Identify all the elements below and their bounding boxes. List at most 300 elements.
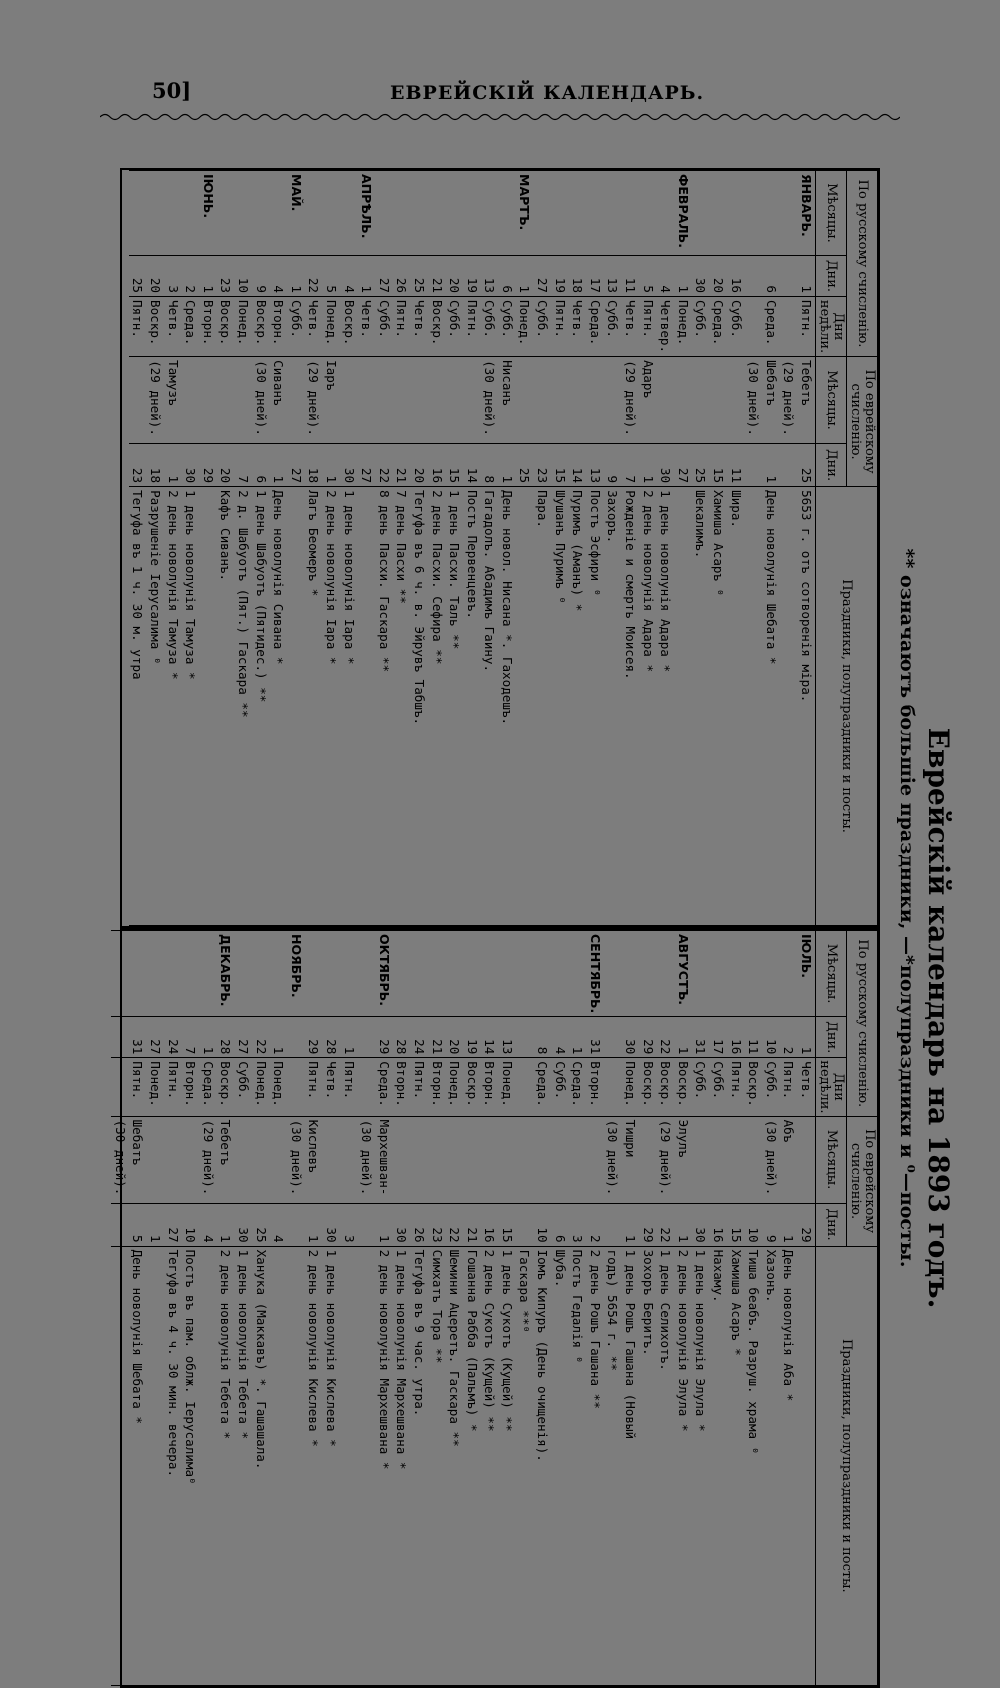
holiday-cell xyxy=(780,487,798,926)
month-cell xyxy=(146,171,164,256)
holiday-cell: Рожденіе и смерть Моисея. xyxy=(621,487,639,926)
month-cell: ФЕВРАЛЬ. xyxy=(674,171,692,256)
jewish-days-header: Дни. xyxy=(816,444,847,487)
table-row xyxy=(551,171,569,926)
jewish-day-cell: 14 xyxy=(463,444,481,487)
jewish-month-cell xyxy=(692,357,710,444)
month-cell xyxy=(410,171,428,256)
jewish-month-cell: Тебетъ xyxy=(217,1116,235,1203)
weekday-cell: Вторн. xyxy=(428,1058,446,1116)
weekday-cell: Среда. xyxy=(762,297,780,357)
jewish-month-cell xyxy=(534,1116,552,1203)
weekday-cell xyxy=(604,1058,622,1116)
weekday-cell: Субб. xyxy=(709,1058,727,1116)
table-row xyxy=(182,171,200,926)
month-cell: ДЕКАБРЬ. xyxy=(217,931,235,1017)
weekday-cell: Субб. xyxy=(692,1058,710,1116)
jewish-day-cell: 1 xyxy=(639,444,657,487)
weekday-cell: Четв. xyxy=(322,1058,340,1116)
weekday-cell: Вторн. xyxy=(199,297,217,357)
jewish-header: По еврейскому счисленію. xyxy=(847,357,878,487)
day-cell: 11 xyxy=(745,1017,763,1058)
holiday-cell: 1 день Рошъ Гашана (Новый xyxy=(621,1246,639,1685)
weekday-cell: Пятн. xyxy=(393,297,411,357)
month-cell xyxy=(604,171,622,256)
jewish-month-cell: (29 дней). xyxy=(657,1116,675,1203)
table-row xyxy=(762,931,780,1686)
jewish-month-cell xyxy=(463,357,481,444)
day-cell: 21 xyxy=(428,1017,446,1058)
jewish-day-cell: 16 xyxy=(428,444,446,487)
jewish-month-cell xyxy=(551,1116,569,1203)
weekday-cell: Вторн. xyxy=(270,297,288,357)
jewish-month-cell xyxy=(182,357,200,444)
table-row xyxy=(463,931,481,1686)
holiday-cell: Симхатъ Тора ** xyxy=(428,1246,446,1685)
day-cell: 13 xyxy=(498,1017,516,1058)
day-cell: 22 xyxy=(305,256,323,297)
weekday-cell xyxy=(780,297,798,357)
weekday-cell xyxy=(516,1058,534,1116)
month-cell xyxy=(234,171,252,256)
jewish-month-cell: Сиванъ xyxy=(270,357,288,444)
holiday-cell: Лагъ Беомеръ * xyxy=(305,487,323,926)
weekday-cell: Воскр. xyxy=(428,297,446,357)
month-cell xyxy=(639,171,657,256)
jewish-month-cell: Тамузъ xyxy=(164,357,182,444)
day-cell: 5 xyxy=(639,256,657,297)
weekday-cell: Четв. xyxy=(410,297,428,357)
jewish-day-cell: 2 xyxy=(586,1203,604,1246)
holiday-cell: 2 день новолунія Тамуза * xyxy=(164,487,182,926)
month-cell: МАРТЪ. xyxy=(516,171,534,256)
jewish-day-cell: 20 xyxy=(410,444,428,487)
holiday-cell: 1 день новолунія Элула * xyxy=(692,1246,710,1685)
jewish-day-cell: 1 xyxy=(621,1203,639,1246)
month-cell: ІЮНЬ. xyxy=(199,171,217,256)
day-cell: 10 xyxy=(234,256,252,297)
table-row xyxy=(797,931,815,1686)
table-row xyxy=(586,171,604,926)
table-row xyxy=(727,931,745,1686)
day-cell: 1 xyxy=(199,1017,217,1058)
jewish-month-cell xyxy=(270,1116,288,1203)
jewish-day-cell: 3 xyxy=(340,1203,358,1246)
jewish-day-cell: 11 xyxy=(727,444,745,487)
jewish-month-cell xyxy=(428,1116,446,1203)
month-cell xyxy=(164,931,182,1017)
jewish-day-cell: 1 xyxy=(322,444,340,487)
jewish-month-cell: Мархешван- xyxy=(375,1116,393,1203)
day-cell: 28 xyxy=(393,1017,411,1058)
jewish-day-cell: 4 xyxy=(199,1203,217,1246)
table-row xyxy=(692,931,710,1686)
jewish-day-cell: 10 xyxy=(534,1203,552,1246)
table-row xyxy=(797,171,815,926)
table-row xyxy=(375,171,393,926)
jewish-day-cell: 30 xyxy=(692,1203,710,1246)
holiday-cell: 1 день новолунія Кислева * xyxy=(322,1246,340,1685)
holiday-cell xyxy=(111,1246,129,1685)
day-cell: 27 xyxy=(375,256,393,297)
table-row xyxy=(780,171,798,926)
jewish-month-cell: (29 дней). xyxy=(621,357,639,444)
table-row xyxy=(375,931,393,1686)
table-row xyxy=(586,931,604,1686)
weekday-cell: Четв. xyxy=(797,1058,815,1116)
month-cell xyxy=(428,171,446,256)
holiday-cell: Гошанна Рабба (Пальмъ) * xyxy=(463,1246,481,1685)
weekday-cell: Субб. xyxy=(498,297,516,357)
jewish-days-header: Дни. xyxy=(816,1203,847,1246)
holiday-cell: годъ) 5654 г. ** xyxy=(604,1246,622,1685)
holiday-cell: Тегуфа въ 9 час. утра. xyxy=(410,1246,428,1685)
day-cell: 20 xyxy=(709,256,727,297)
weekday-cell: Понед. xyxy=(322,297,340,357)
jewish-day-cell: 3 xyxy=(569,1203,587,1246)
weekday-cell: Воскр. xyxy=(639,1058,657,1116)
weekday-cell: Субб. xyxy=(375,297,393,357)
day-cell: 1 xyxy=(287,256,305,297)
weekday-cell: Четв. xyxy=(164,297,182,357)
holiday-cell: 2 день новолунія Элула * xyxy=(674,1246,692,1685)
jewish-month-cell: Абъ xyxy=(780,1116,798,1203)
table-row xyxy=(446,171,464,926)
month-cell xyxy=(709,931,727,1017)
day-cell: 17 xyxy=(586,256,604,297)
jewish-month-cell: (29 дней). xyxy=(199,1116,217,1203)
weekday-cell: Понед. xyxy=(674,297,692,357)
holiday-cell: 1 день новолунія Тамуза * xyxy=(182,487,200,926)
weekday-cell: Пятн. xyxy=(129,1058,147,1116)
month-cell: ІЮЛЬ. xyxy=(797,931,815,1017)
holiday-cell xyxy=(287,1246,305,1685)
weekday-cell: Вторн. xyxy=(586,1058,604,1116)
day-cell: 1 xyxy=(516,256,534,297)
day-cell: 9 xyxy=(252,256,270,297)
weekday-cell: Среда. xyxy=(709,297,727,357)
day-cell: 18 xyxy=(569,256,587,297)
month-cell xyxy=(410,931,428,1017)
table-row xyxy=(481,931,499,1686)
jewish-header: По еврейскому счисленію. xyxy=(847,1116,878,1246)
table-row xyxy=(657,931,675,1686)
table-row xyxy=(129,931,147,1686)
table-row xyxy=(358,171,376,926)
weekday-cell: Среда. xyxy=(586,297,604,357)
table-row xyxy=(340,171,358,926)
day-cell: 30 xyxy=(621,1017,639,1058)
table-row xyxy=(234,171,252,926)
holiday-cell: Нахаму. xyxy=(709,1246,727,1685)
weekday-cell: Понед. xyxy=(270,1058,288,1116)
jewish-day-cell: 1 xyxy=(375,1203,393,1246)
holiday-cell: 2 день новолунія Іара * xyxy=(322,487,340,926)
jewish-month-cell xyxy=(182,1116,200,1203)
day-cell: 26 xyxy=(393,256,411,297)
table-row xyxy=(146,171,164,926)
table-row xyxy=(621,931,639,1686)
month-cell xyxy=(498,171,516,256)
jewish-day-cell: 1 xyxy=(270,444,288,487)
holiday-cell: Гагадолъ. Абадимъ Гаину. xyxy=(481,487,499,926)
jewish-day-cell: 30 xyxy=(182,444,200,487)
month-cell xyxy=(146,931,164,1017)
day-cell: 13 xyxy=(481,256,499,297)
jewish-month-cell xyxy=(322,1116,340,1203)
weekday-cell: Среда. xyxy=(182,297,200,357)
jewish-month-cell xyxy=(674,357,692,444)
month-cell xyxy=(252,931,270,1017)
day-cell xyxy=(516,1017,534,1058)
holiday-cell: 2 день новолунія Кислева * xyxy=(305,1246,323,1685)
month-cell xyxy=(322,931,340,1017)
month-cell xyxy=(375,171,393,256)
table-row xyxy=(727,171,745,926)
jewish-month-cell: (30 дней). xyxy=(604,1116,622,1203)
holiday-cell: 2 день Сукотъ (Кущей) ** xyxy=(481,1246,499,1685)
weekday-cell: Понед. xyxy=(252,1058,270,1116)
weekday-cell xyxy=(111,1058,129,1116)
table-row xyxy=(287,931,305,1686)
jewish-day-cell xyxy=(604,1203,622,1246)
month-cell xyxy=(270,171,288,256)
day-cell: 2 xyxy=(182,256,200,297)
holiday-cell: 5653 г. отъ сотворенія міра. xyxy=(797,487,815,926)
holiday-cell: Тегуфа въ 6 ч. в. Эйрувъ Табшъ. xyxy=(410,487,428,926)
weekday-cell: Воскр. xyxy=(463,1058,481,1116)
day-cell: 31 xyxy=(586,1017,604,1058)
weekday-cell: Четв. xyxy=(621,297,639,357)
jewish-month-cell xyxy=(287,357,305,444)
jewish-day-cell: 29 xyxy=(639,1203,657,1246)
jewish-month-cell xyxy=(516,1116,534,1203)
jewish-month-cell: (30 дней). xyxy=(745,357,763,444)
holiday-cell xyxy=(674,487,692,926)
jewish-month-cell: Іаръ xyxy=(322,357,340,444)
jewish-day-cell: 30 xyxy=(340,444,358,487)
jewish-month-cell xyxy=(534,357,552,444)
jewish-day-cell xyxy=(516,1203,534,1246)
table-row xyxy=(340,931,358,1686)
jewish-day-cell xyxy=(287,1203,305,1246)
month-cell xyxy=(111,931,129,1017)
day-cell: 28 xyxy=(217,1017,235,1058)
table-row xyxy=(745,931,763,1686)
month-cell xyxy=(551,171,569,256)
day-cell: 13 xyxy=(604,256,622,297)
calendar-table-jan-jun xyxy=(129,170,878,926)
month-cell xyxy=(393,931,411,1017)
table-row xyxy=(305,931,323,1686)
day-cell: 4 xyxy=(340,256,358,297)
jewish-month-cell xyxy=(463,1116,481,1203)
wavy-rule xyxy=(100,112,900,122)
month-cell xyxy=(340,171,358,256)
day-cell: 1 xyxy=(270,1017,288,1058)
table-row xyxy=(270,171,288,926)
jewish-day-cell xyxy=(358,1203,376,1246)
table-row xyxy=(129,171,147,926)
jewish-day-cell: 27 xyxy=(358,444,376,487)
month-cell xyxy=(446,931,464,1017)
weekday-cell: Пятн. xyxy=(129,297,147,357)
weekday-cell: Субб. xyxy=(692,297,710,357)
weekday-cell: Субб. xyxy=(604,297,622,357)
month-cell xyxy=(657,931,675,1017)
jewish-month-cell: (29 дней). xyxy=(146,357,164,444)
holiday-cell xyxy=(340,1246,358,1685)
day-cell: 10 xyxy=(762,1017,780,1058)
jewish-day-cell: 22 xyxy=(375,444,393,487)
jewish-day-cell: 1 xyxy=(146,1203,164,1246)
holiday-cell: Іомъ Кипуръ (День очищенія). xyxy=(534,1246,552,1685)
holiday-cell: Разрушеніе Іерусалима ⁰ xyxy=(146,487,164,926)
table-row xyxy=(322,171,340,926)
month-cell xyxy=(164,171,182,256)
day-cell: 29 xyxy=(375,1017,393,1058)
month-cell: АВГУСТЪ. xyxy=(674,931,692,1017)
month-cell: АПРѢЛЬ. xyxy=(358,171,376,256)
table-row xyxy=(604,171,622,926)
weekday-cell: Пятн. xyxy=(727,1058,745,1116)
month-cell xyxy=(762,931,780,1017)
weekday-cell: Субб. xyxy=(234,1058,252,1116)
weekday-cell: Пятн. xyxy=(639,297,657,357)
day-cell: 29 xyxy=(305,1017,323,1058)
jewish-day-cell: 18 xyxy=(146,444,164,487)
jewish-day-cell: 25 xyxy=(252,1203,270,1246)
month-cell xyxy=(745,931,763,1017)
page-header xyxy=(100,76,875,110)
months-header: Мѣсяцы. xyxy=(816,931,847,1017)
jewish-day-cell: 1 xyxy=(305,1203,323,1246)
day-cell: 19 xyxy=(463,256,481,297)
month-cell xyxy=(199,931,217,1017)
month-cell xyxy=(709,171,727,256)
calendar-legend: ** означаютъ большіе праздники, —*полупраздники и ⁰—посты. xyxy=(896,548,918,1268)
month-cell xyxy=(657,171,675,256)
weekday-cell: Вторн. xyxy=(481,1058,499,1116)
holiday-cell: Постъ Гедалія ⁰ xyxy=(569,1246,587,1685)
day-cell: 1 xyxy=(358,256,376,297)
holiday-cell: 2 день Пасхи. Сефира ** xyxy=(428,487,446,926)
holiday-cell: День новолунія Шебата * xyxy=(129,1246,147,1685)
day-cell: 22 xyxy=(252,1017,270,1058)
day-cell: 25 xyxy=(129,256,147,297)
weekday-cell: Четв. xyxy=(305,297,323,357)
jewish-day-cell: 1 xyxy=(780,1203,798,1246)
jewish-month-cell: (29 дней). xyxy=(780,357,798,444)
jewish-month-cell xyxy=(709,1116,727,1203)
month-cell xyxy=(393,171,411,256)
jewish-day-cell: 15 xyxy=(709,444,727,487)
jewish-month-cell xyxy=(586,1116,604,1203)
jewish-day-cell: 7 xyxy=(234,444,252,487)
day-cell xyxy=(111,1017,129,1058)
jewish-day-cell: 27 xyxy=(287,444,305,487)
jewish-day-cell: 26 xyxy=(410,1203,428,1246)
table-row xyxy=(410,931,428,1686)
holiday-cell: 1 день новолунія Іара * xyxy=(340,487,358,926)
holidays-header: Праздники, полупраздники и посты. xyxy=(816,1246,878,1685)
jewish-day-cell: 1 xyxy=(762,444,780,487)
holiday-cell: Пуримъ (Аманъ) * xyxy=(569,487,587,926)
jewish-month-cell xyxy=(393,357,411,444)
month-cell xyxy=(780,171,798,256)
jewish-month-cell xyxy=(727,357,745,444)
days-header: Дни. xyxy=(816,256,847,297)
jewish-month-cell xyxy=(586,357,604,444)
month-cell xyxy=(639,931,657,1017)
weekday-cell: Субб. xyxy=(762,1058,780,1116)
jewish-day-cell xyxy=(111,1203,129,1246)
table-row xyxy=(551,931,569,1686)
day-cell: 20 xyxy=(146,256,164,297)
weekday-cell xyxy=(745,297,763,357)
day-cell: 20 xyxy=(446,1017,464,1058)
jewish-month-cell xyxy=(393,1116,411,1203)
day-cell: 20 xyxy=(446,256,464,297)
weekday-cell: Воскр. xyxy=(657,1058,675,1116)
weekday-cell: Субб. xyxy=(534,297,552,357)
day-cell: 14 xyxy=(481,1017,499,1058)
holiday-cell xyxy=(199,487,217,926)
jewish-month-cell: Элулъ xyxy=(674,1116,692,1203)
day-cell: 6 xyxy=(762,256,780,297)
jewish-month-cell xyxy=(428,357,446,444)
jewish-month-cell: Тебетъ xyxy=(797,357,815,444)
jewish-day-cell: 14 xyxy=(569,444,587,487)
weekday-cell: Вторн. xyxy=(393,1058,411,1116)
month-cell xyxy=(727,931,745,1017)
jewish-month-cell xyxy=(516,357,534,444)
month-cell xyxy=(252,171,270,256)
running-title: ЕВРЕЙСКІЙ КАЛЕНДАРЬ. xyxy=(390,82,705,104)
jewish-month-cell xyxy=(234,357,252,444)
holiday-cell: Постъ въ пам. облж. Іерусалима⁰ xyxy=(182,1246,200,1685)
table-row xyxy=(287,171,305,926)
month-cell xyxy=(534,931,552,1017)
russian-header: По русскому счисленію. xyxy=(847,171,878,357)
holiday-cell: 1 день новолунія Тебета * xyxy=(234,1246,252,1685)
holiday-cell: 1 день Селихотъ. xyxy=(657,1246,675,1685)
weekdays-header: Дни недѣли. xyxy=(816,297,847,357)
table-row xyxy=(621,171,639,926)
weekday-cell: Пятн. xyxy=(797,297,815,357)
jewish-day-cell: 9 xyxy=(762,1203,780,1246)
table-row xyxy=(358,931,376,1686)
holiday-cell: Постъ Эсфири ⁰ xyxy=(586,487,604,926)
jewish-day-cell: 18 xyxy=(305,444,323,487)
weekday-cell: Четв. xyxy=(358,297,376,357)
weekday-cell: Пятн. xyxy=(340,1058,358,1116)
table-row xyxy=(709,171,727,926)
weekday-cell: Воскр. xyxy=(340,297,358,357)
jewish-month-cell: (30 дней). xyxy=(111,1116,129,1203)
table-row xyxy=(164,171,182,926)
jewish-day-cell xyxy=(780,444,798,487)
weekday-cell: Субб. xyxy=(551,1058,569,1116)
jewish-month-cell xyxy=(604,357,622,444)
weekday-cell: Пятн. xyxy=(164,1058,182,1116)
jewish-month-cell xyxy=(217,357,235,444)
jewish-day-cell: 5 xyxy=(129,1203,147,1246)
jewish-day-cell: 1 xyxy=(164,444,182,487)
weekday-cell: Четв. xyxy=(569,297,587,357)
table-row xyxy=(199,931,217,1686)
day-cell: 29 xyxy=(639,1017,657,1058)
